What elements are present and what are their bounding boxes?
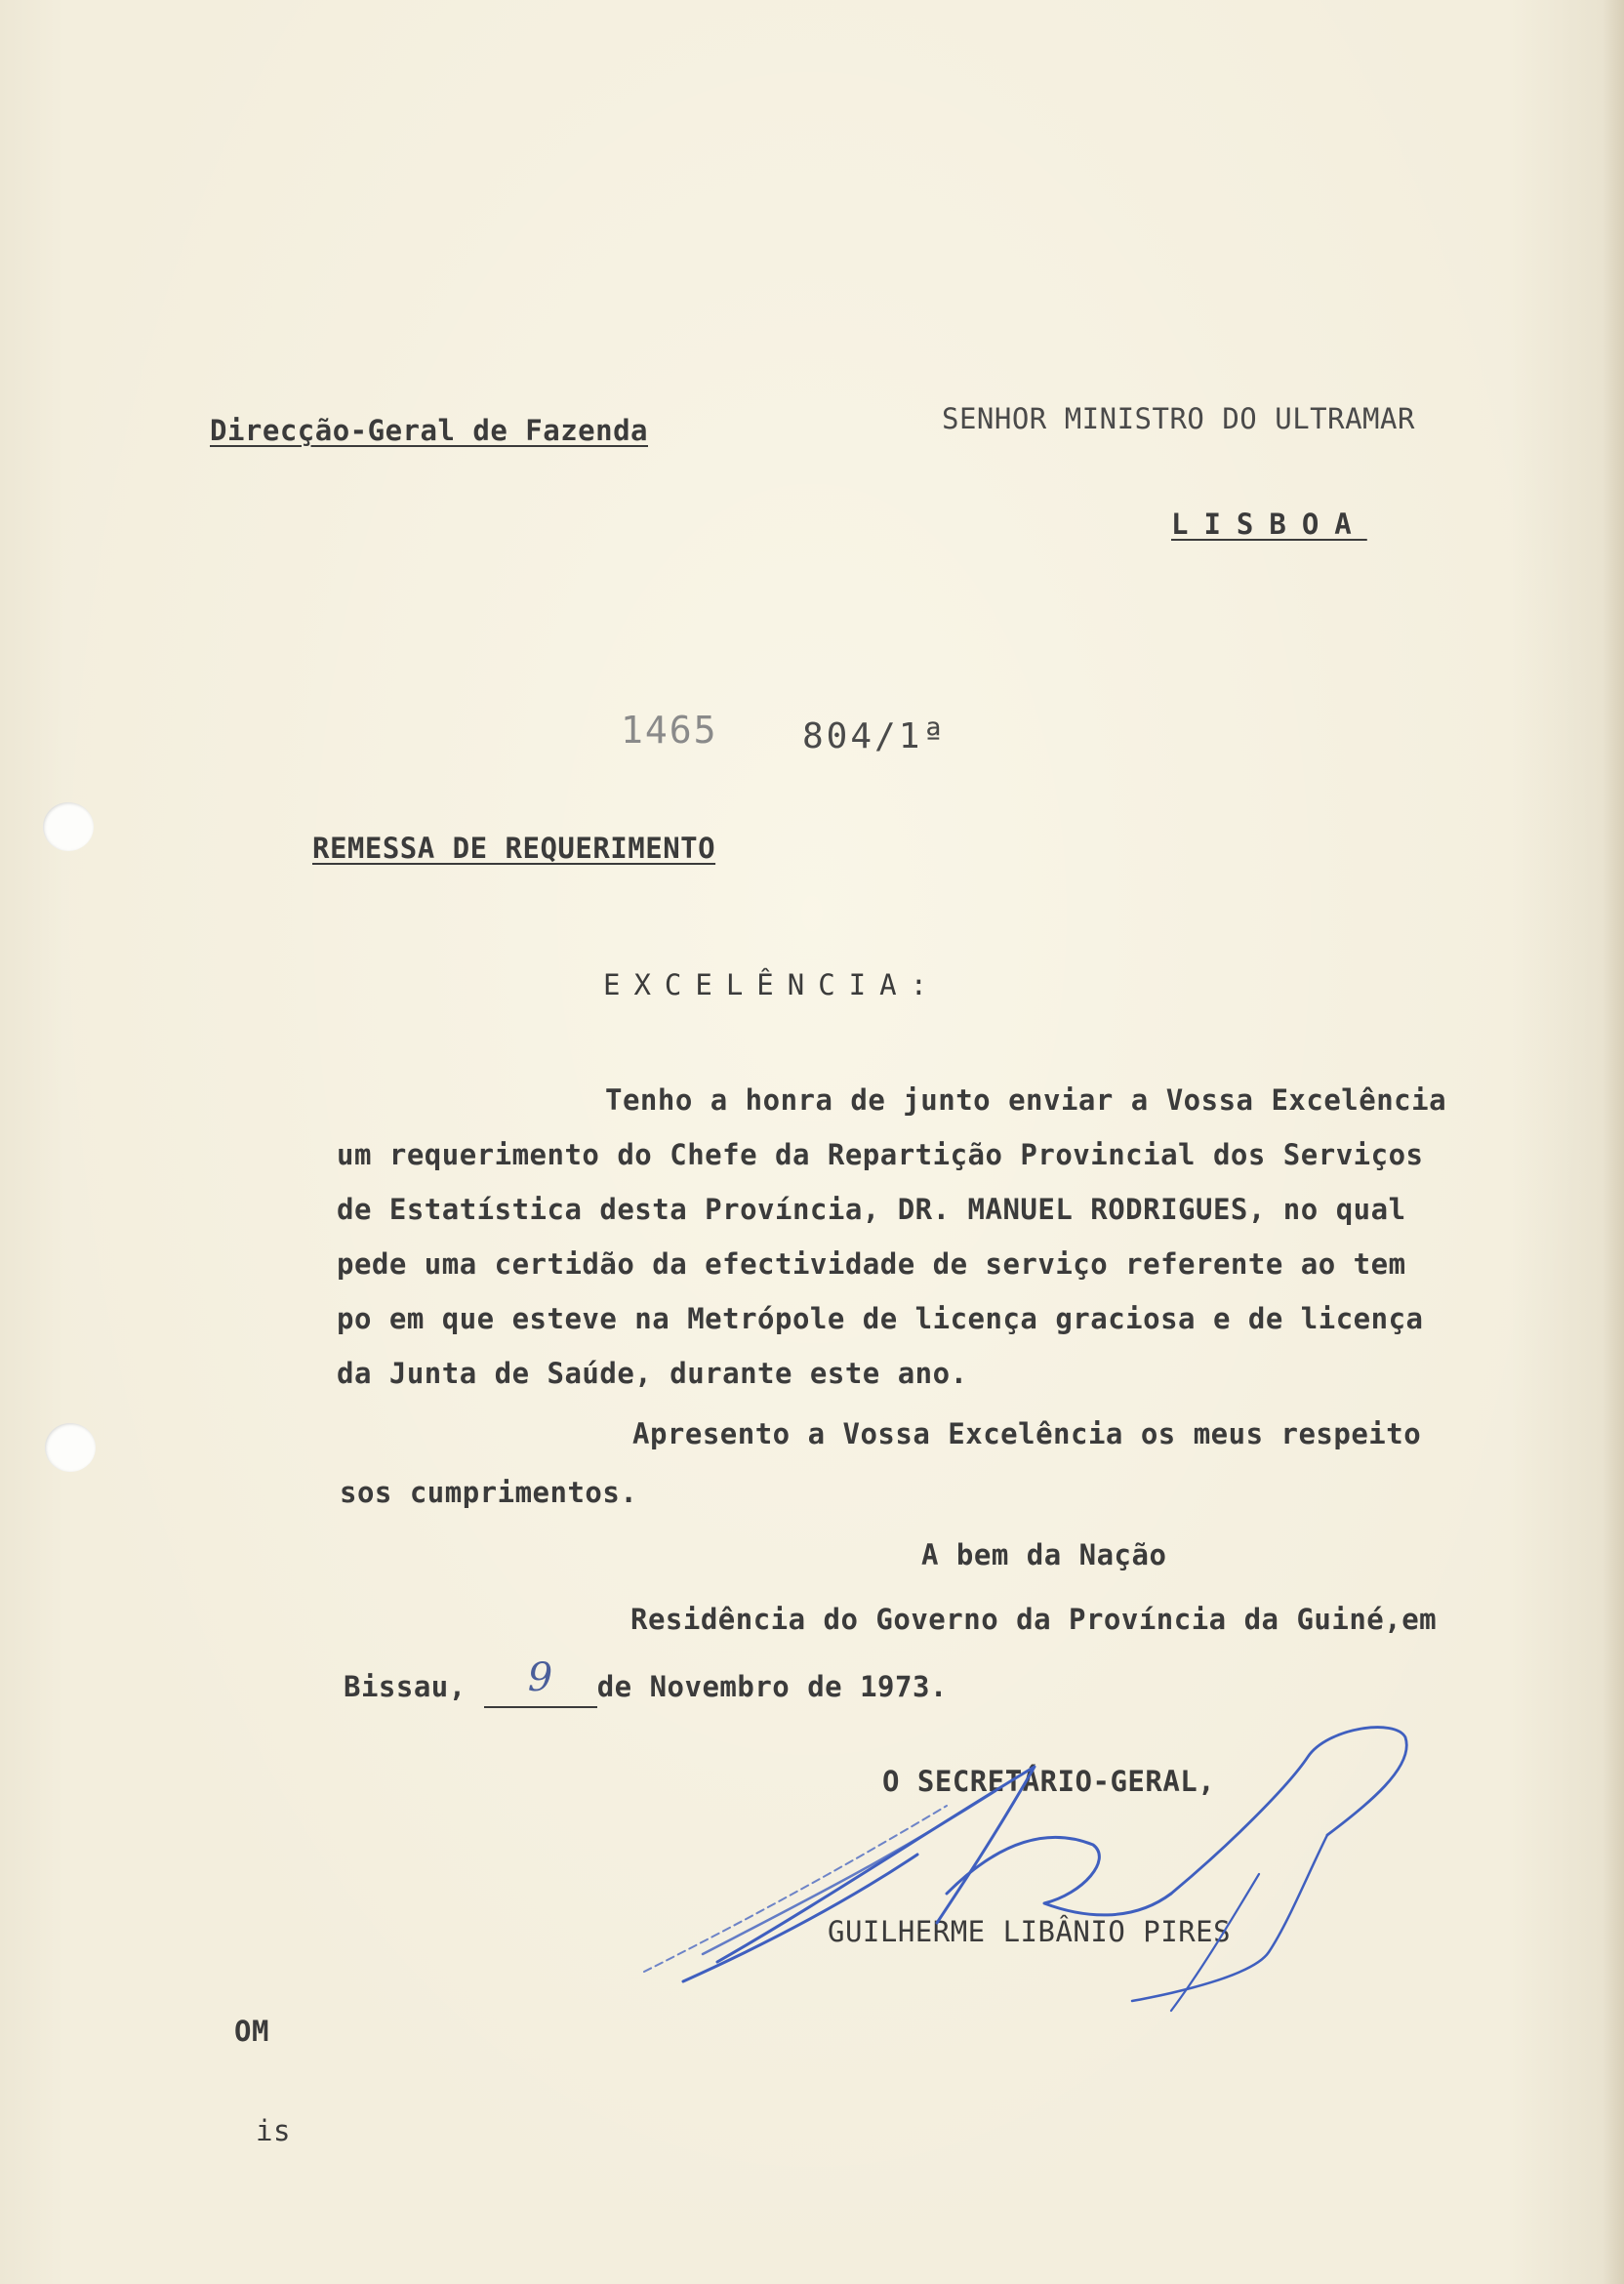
- date-day-blank: [484, 1655, 597, 1708]
- subject-heading: REMESSA DE REQUERIMENTO: [312, 832, 716, 865]
- typist-initials: OM: [234, 2015, 269, 2048]
- body-line-4: pede uma certidão da efectividade de serviço referente ao tem: [337, 1247, 1406, 1281]
- addressee-city: LISBOA: [1171, 508, 1367, 541]
- body-line-1: Tenho a honra de junto enviar a Vossa Excelência: [605, 1083, 1447, 1117]
- punch-hole-upper: [43, 802, 94, 851]
- body-line-7: Apresento a Vossa Excelência os meus respeito: [632, 1417, 1422, 1450]
- body-line-3: de Estatística desta Província, DR. MANUEL RODRIGUES, no qual: [337, 1193, 1406, 1226]
- punch-hole-lower: [45, 1423, 96, 1472]
- signatory-title: O SECRETÁRIO-GERAL,: [882, 1765, 1216, 1798]
- body-line-5: po em que esteve na Metrópole de licença graciosa e de licença: [337, 1302, 1424, 1335]
- date-prefix: Bissau,: [344, 1670, 467, 1703]
- signatory-name: GUILHERME LIBÂNIO PIRES: [828, 1915, 1232, 1948]
- paper-edge-shadow: [1603, 0, 1624, 2284]
- handwritten-signature: [625, 1698, 1425, 2030]
- salutation: EXCELÊNCIA:: [603, 968, 942, 1001]
- closing-formula: A bem da Nação: [921, 1538, 1167, 1571]
- body-line-8: sos cumprimentos.: [340, 1476, 638, 1509]
- reference-number: 804/1ª: [802, 716, 948, 756]
- reference-stamp: 1465: [621, 709, 718, 752]
- date-day-handwritten: 9: [527, 1655, 553, 1700]
- department-heading: Direcção-Geral de Fazenda: [210, 414, 648, 447]
- addressee: SENHOR MINISTRO DO ULTRAMAR: [942, 402, 1415, 435]
- body-line-2: um requerimento do Chefe da Repartição Provincial dos Serviços: [337, 1138, 1424, 1171]
- secondary-initials: is: [256, 2114, 291, 2147]
- body-line-6: da Junta de Saúde, durante este ano.: [337, 1357, 968, 1390]
- place-line: Residência do Governo da Província da Guiné,em: [630, 1603, 1438, 1636]
- date-suffix: de Novembro de 1973.: [596, 1670, 948, 1703]
